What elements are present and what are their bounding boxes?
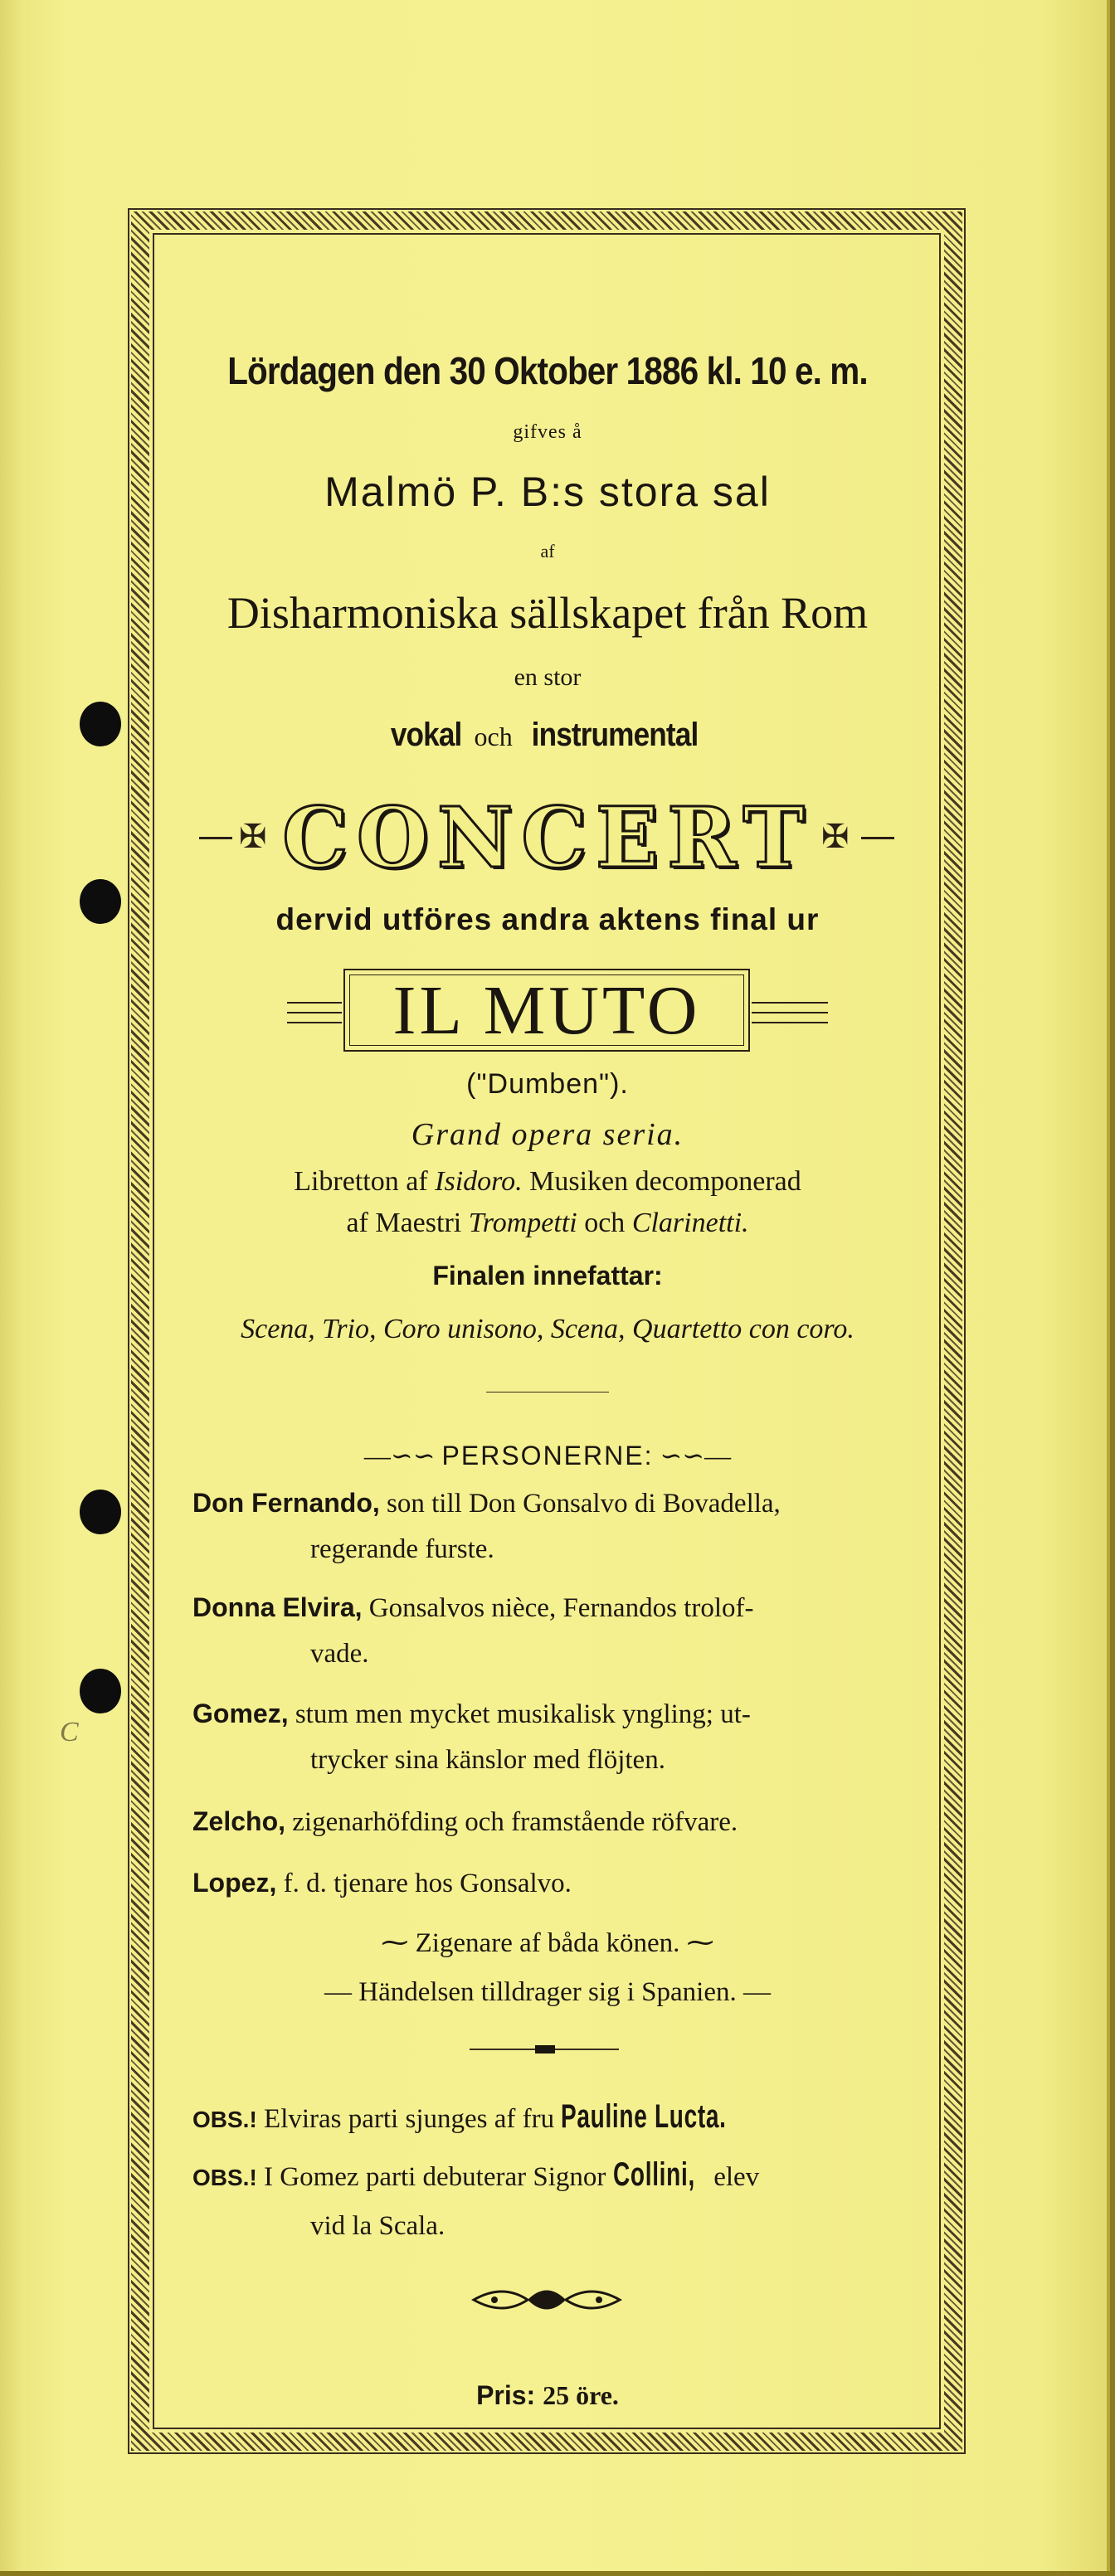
dash-right: — — [736, 1977, 771, 2007]
muto-rule-left-2 — [287, 1012, 342, 1013]
divider-center-mark — [535, 2045, 555, 2054]
obs-after: elev — [713, 2162, 760, 2192]
composer-2: Clarinetti. — [631, 1208, 749, 1238]
role-row — [192, 1866, 906, 1900]
singer-name: Collini, — [612, 2156, 695, 2193]
role-desc: son till Don Gonsalvo di Bovadella, — [387, 1489, 781, 1519]
en-stor-line: en stor — [514, 663, 582, 691]
punch-hole-4 — [80, 1669, 121, 1713]
obs-note-2-cont: vid la Scala. — [310, 2211, 446, 2241]
price-line — [158, 2380, 937, 2411]
dash-left: — — [324, 1977, 359, 2007]
finale-items: Scena, Trio, Coro unisono, Scena, Quartetto con coro. — [241, 1314, 855, 1344]
ornament-right-icon: ✠ — [821, 818, 850, 855]
composers-line — [158, 1208, 937, 1239]
obs-text: Elviras parti sjunges af fru — [264, 2104, 555, 2134]
personerne-heading-line — [158, 1440, 937, 1471]
composers-och: och — [584, 1208, 626, 1238]
finale-heading: Finalen innefattar: — [432, 1261, 663, 1290]
opera-intro: dervid utföres andra aktens final ur — [275, 902, 820, 936]
role-name: Zelcho, — [192, 1806, 286, 1836]
role-name: Gomez, — [192, 1699, 289, 1728]
paper-fold-edge — [0, 0, 25, 2571]
muto-rule-right-2 — [752, 1012, 828, 1013]
ornament-left-icon: ✠ — [239, 818, 267, 855]
instrumental-word: instrumental — [531, 717, 699, 753]
flourish-right-icon: ∽∽— — [653, 1441, 732, 1470]
role-desc-cont: regerande furste. — [310, 1534, 494, 1564]
role-name: Don Fernando, — [192, 1488, 380, 1518]
flourish-left-icon: —∽∽ — [363, 1441, 442, 1470]
role-desc: zigenarhöfding och framstående röfvare. — [292, 1807, 738, 1837]
role-row — [192, 1805, 906, 1839]
role-desc: Gonsalvos nièce, Fernandos trolof- — [368, 1593, 754, 1623]
opera-title: IL MUTO — [392, 971, 701, 1049]
muto-rule-right-3 — [752, 1022, 828, 1023]
af-line: af — [540, 541, 555, 561]
society-line: Disharmoniska sällskapet från Rom — [226, 588, 869, 638]
scroll-ornament-icon — [470, 2279, 624, 2321]
obs-note-2 — [192, 2158, 906, 2194]
chorus-line — [158, 1926, 937, 1959]
personerne-heading: PERSONERNE: — [441, 1441, 654, 1470]
date-line: Lördagen den 30 Oktober 1886 kl. 10 e. m. — [227, 349, 868, 392]
obs-note-1 — [192, 2100, 906, 2136]
role-row — [192, 1697, 906, 1731]
role-desc: f. d. tjenare hos Gonsalvo. — [283, 1869, 572, 1898]
role-name: Donna Elvira, — [192, 1592, 363, 1622]
libretto-suffix: Musiken decomponerad — [529, 1166, 801, 1197]
obs-label: OBS.! — [192, 2107, 257, 2132]
opera-genre: Grand opera seria. — [411, 1117, 684, 1152]
concert-title: CONCERT — [282, 789, 813, 887]
pencil-mark: C — [60, 1717, 79, 1747]
role-desc-cont: trycker sina känslor med flöjten. — [310, 1745, 665, 1775]
tilde-left-icon: ⁓ — [381, 1928, 416, 1958]
role-name: Lopez, — [192, 1868, 277, 1898]
concert-banner — [158, 789, 937, 887]
och-word: och — [474, 722, 513, 751]
punch-hole-2 — [80, 879, 121, 924]
gifves-line: gifves å — [513, 421, 582, 443]
punch-hole-1 — [80, 702, 121, 746]
price-value: 25 öre. — [543, 2380, 619, 2410]
composer-1: Trompetti — [468, 1208, 577, 1238]
obs-label: OBS.! — [192, 2165, 257, 2190]
setting-line — [158, 1977, 937, 2008]
obs-text: I Gomez parti debuterar Signor — [264, 2162, 606, 2192]
punch-hole-3 — [80, 1490, 121, 1534]
chorus-text: Zigenare af båda könen. — [415, 1928, 680, 1958]
setting-text: Händelsen tilldrager sig i Spanien. — [358, 1977, 737, 2007]
muto-rule-left-3 — [287, 1022, 342, 1023]
role-desc-cont: vade. — [310, 1639, 369, 1669]
tilde-right-icon: ⁓ — [679, 1928, 714, 1958]
opera-title-box — [343, 969, 750, 1052]
role-row — [192, 1486, 906, 1520]
vokal-word: vokal — [390, 717, 462, 753]
role-desc: stum men mycket musikalisk yngling; ut- — [295, 1699, 751, 1729]
singer-name: Pauline Lucta. — [561, 2098, 727, 2135]
libretto-line — [158, 1166, 937, 1198]
opera-subtitle: ("Dumben"). — [466, 1068, 629, 1100]
concert-rule-right — [861, 837, 894, 839]
role-row — [192, 1591, 906, 1625]
composers-prefix: af Maestri — [346, 1208, 462, 1238]
vokal-line — [158, 717, 937, 754]
libretto-prefix: Libretton af — [294, 1166, 428, 1197]
muto-rule-right-1 — [752, 1002, 828, 1004]
muto-rule-left-1 — [287, 1002, 342, 1004]
price-label: Pris: — [476, 2380, 536, 2410]
venue-line: Malmö P. B:s stora sal — [324, 469, 771, 515]
librettist: Isidoro. — [435, 1166, 523, 1197]
